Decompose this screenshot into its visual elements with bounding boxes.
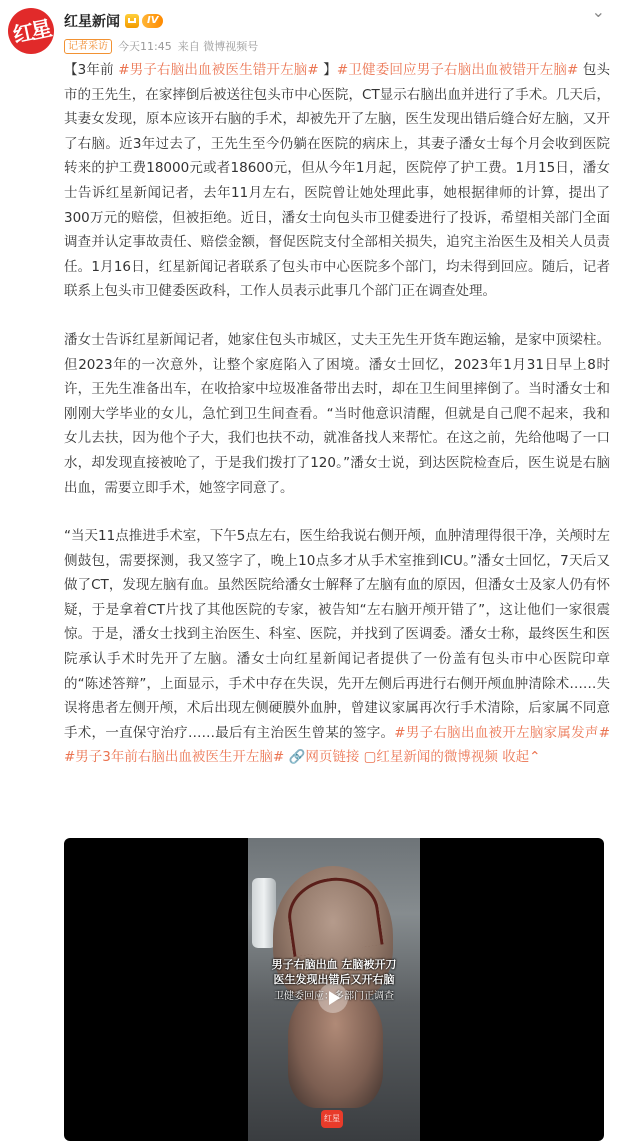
reporter-interview-tag: 记者采访 [64, 39, 112, 54]
watermark-logo: 红星 [321, 1110, 343, 1128]
post-text: “当天11点推进手术室，下午5点左右，医生给我说右侧开颅，血肿清理得很干净，关颅时左侧鼓包，需要探测，我又签字了，晚上10点多才从手术室推到ICU。”潘女士回忆，7天后又做了CT，发现左脑有血。虽然医院给潘女士解释了左脑有血的原因，但潘女士及家人仍有怀疑，于是拿着CT片找了其他医院的专家，被告知“左右脑开颅开错了”，这让他们一家很震惊。于是，潘女士找到主治医生、科室、医院，并找到了医调委。潘女士称，最终医生和医院承认手术时先开了左脑。潘女士向红星新闻记者提供了一份盖有包头市中心医院印章的“陈述答辩”，上面显示，手术中存在失误，先开左侧后再进行右侧开颅血肿清除术……失误将患者左侧开颅，术后出现左侧硬膜外血肿，曾建议家属再次行手术清除，后家属不同意手术，一直保守治疗……最后有主治医生曾某的签字。 [64, 528, 610, 741]
hashtag-link[interactable]: #卫健委回应男子右脑出血被错开左脑# [336, 62, 579, 78]
post-text: 潘女士告诉红星新闻记者，她家住包头市城区，丈夫王先生开货车跑运输，是家中顶梁柱。但2023年的一次意外，让整个家庭陷入了困境。潘女士回忆，2023年1月31日早上8时许，王先生准备出车，在收拾家中垃圾准备带出去时，却在卫生间里摔倒了。当时潘女士和刚刚大学毕业的女儿，急忙到卫生间查看。“当时他意识清醒，但就是自己爬不起来，我和女儿去扶，因为他个子大，我们也扶不动，就准备找人来帮忙。在这之前，先给他喝了一口水，却发现直接被呛了，于是我们拨打了120。”潘女士说，到达医院检查后，医生说是右脑出血，需要立即手术，她签字同意了。 [64, 331, 610, 496]
hashtag-link[interactable]: #男子3年前右脑出血被医生开左脑# [64, 749, 285, 766]
username[interactable]: 红星新闻 [64, 14, 120, 30]
chevron-down-icon[interactable]: ⌄ [591, 2, 605, 21]
post-meta [64, 38, 258, 54]
video-frame[interactable] [248, 838, 420, 1141]
play-icon[interactable] [318, 983, 348, 1013]
hashtag-link[interactable]: ▢红星新闻的微博视频 [363, 749, 498, 766]
hashtag-link[interactable]: #男子右脑出血被医生错开左脑# [118, 62, 319, 78]
post-content [64, 58, 610, 794]
video-caption-line-3: 卫健委回应：多部门正调查 [274, 991, 394, 1002]
avatar[interactable]: 红星 [8, 8, 54, 54]
paragraph-1 [64, 58, 610, 304]
paragraph-3 [64, 524, 610, 770]
video-caption-line-2: 医生发现出错后又开右脑 [273, 973, 395, 986]
paragraph-2 [64, 328, 610, 500]
post-text: 【3年前 [64, 62, 119, 78]
video-caption-line-1: 男子右脑出血 左脑被开刀 [271, 958, 397, 971]
hashtag-link[interactable]: #男子右脑出血被开左脑家属发声# [394, 724, 610, 741]
video-player[interactable] [64, 838, 604, 1141]
post-time[interactable]: 今天11:45 [118, 40, 172, 53]
hashtag-link[interactable]: 🔗网页链接 [288, 749, 360, 766]
verified-crown-icon [125, 14, 139, 28]
post-text: 】 [318, 62, 337, 78]
author-row [64, 11, 163, 31]
hashtag-link[interactable]: 收起⌃ [502, 749, 541, 766]
post-source: 来自 微博视频号 [177, 40, 259, 53]
level-badge: IV [142, 14, 163, 28]
post-text: 包头市的王先生，在家摔倒后被送往包头市中心医院，CT显示右脑出血并进行了手术。几天后，其妻女发现，原本应该开右脑的手术，却被先开了左脑，医生发现出错后缝合好左脑，又开了右脑。近3年过去了，王先生至今仍躺在医院的病床上，其妻子潘女士每个月会收到医院转来的护工费18000元或者18600元，但从今年1月起，医院停了护工费。1月15日，潘女士告诉红星新闻记者，去年11月左右，医院曾让她处理此事，她根据律师的计算，提出了300万元的赔偿，但被拒绝。近日，潘女士向包头市卫健委进行了投诉，希望相关部门全面调查并认定事故责任、赔偿金额，督促医院支付全部相关损失，追究主治医生及相关人员责任。1月16日，红星新闻记者联系了包头市中心医院多个部门，均未得到回应。随后，记者联系上包头市卫健委医政科，工作人员表示此事几个部门正在调查处理。 [64, 62, 611, 300]
